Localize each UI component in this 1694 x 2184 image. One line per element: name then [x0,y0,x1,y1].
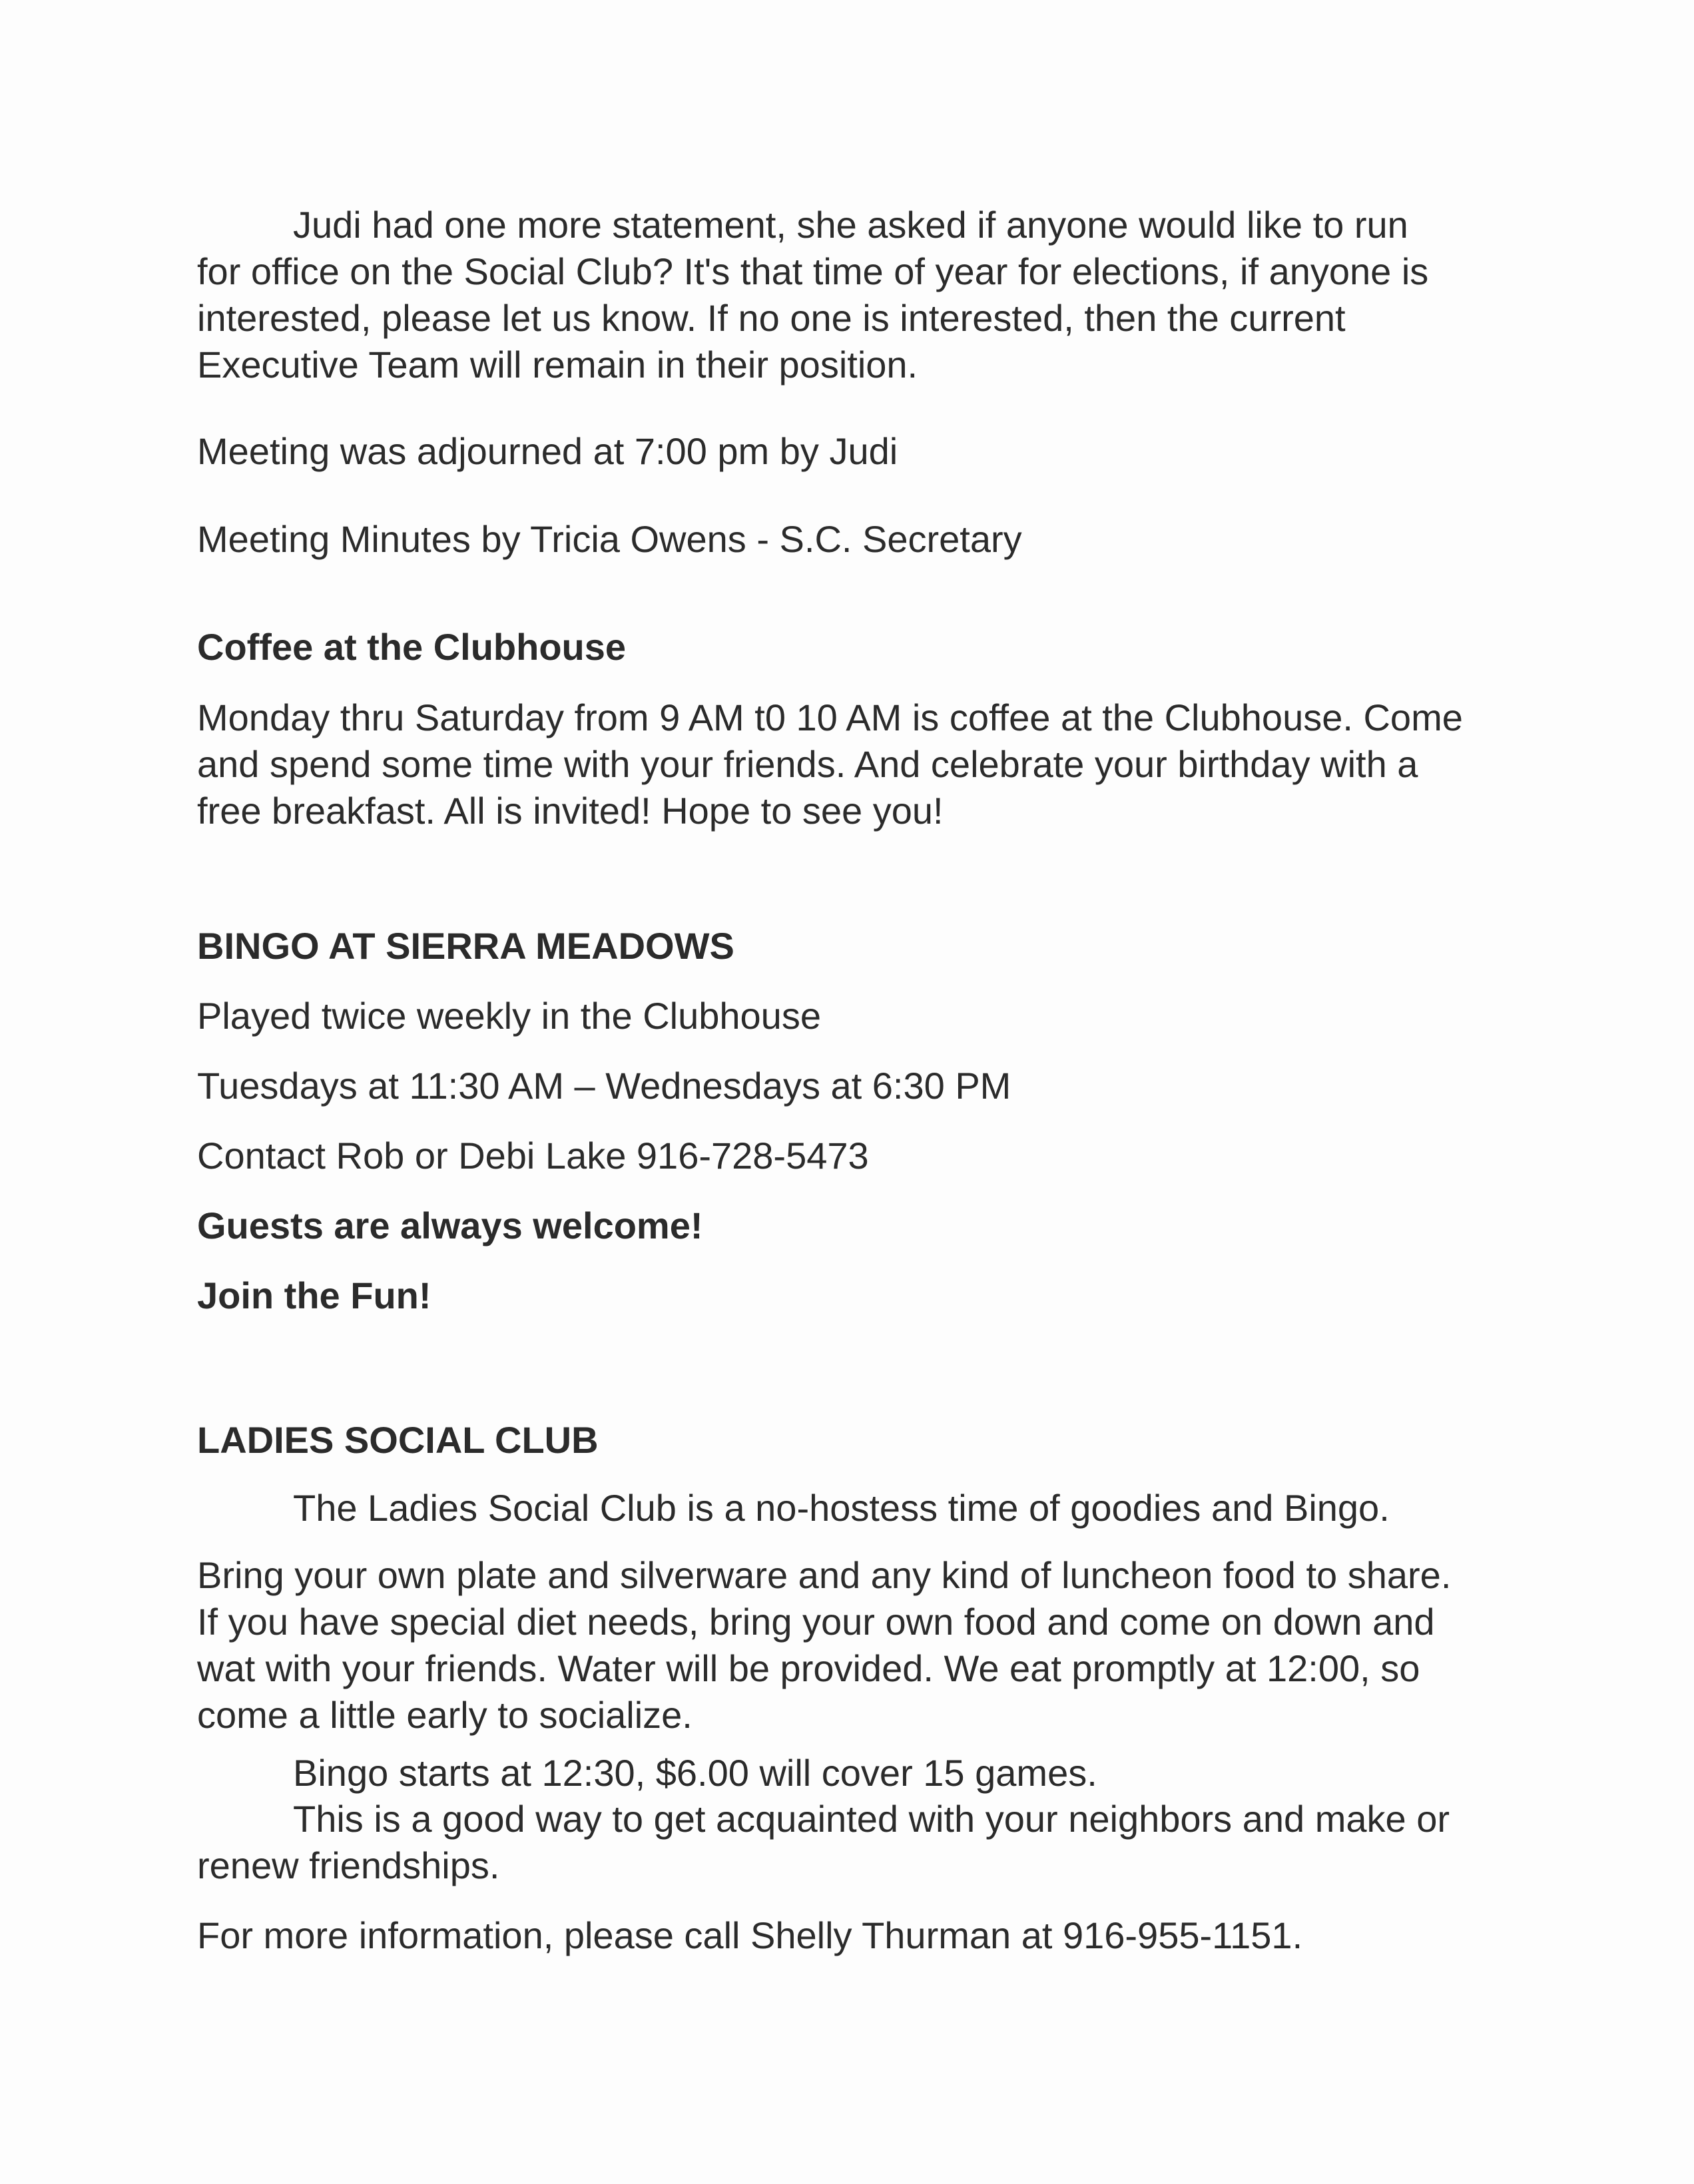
paragraph-line: renew friendships. [197,1844,500,1886]
bingo-schedule: Tuesdays at 11:30 AM – Wednesdays at 6:30 PM [197,1065,1011,1107]
bingo-played: Played twice weekly in the Clubhouse [197,995,821,1037]
paragraph-line: interested, please let us know. If no one is interested, then the current [197,297,1346,339]
paragraph-line: and spend some time with your friends. And celebrate your birthday with a [197,743,1418,785]
paragraph-line: Judi had one more statement, she asked if anyone would like to run [293,204,1408,246]
ladies-intro: The Ladies Social Club is a no-hostess time of goodies and Bingo. [293,1487,1390,1529]
coffee-heading: Coffee at the Clubhouse [197,626,627,668]
paragraph-line: Bring your own plate and silverware and any kind of luncheon food to share. [197,1554,1452,1596]
paragraph-line: come a little early to socialize. [197,1694,693,1736]
ladies-good-way-paragraph [197,1796,1522,1889]
paragraph-line: If you have special diet needs, bring your own food and come on down and [197,1601,1435,1643]
bingo-join: Join the Fun! [197,1274,431,1316]
elections-paragraph [197,202,1522,388]
bingo-heading: BINGO AT SIERRA MEADOWS [197,925,734,967]
paragraph-line: Monday thru Saturday from 9 AM t0 10 AM is coffee at the Clubhouse. Come [197,696,1463,738]
ladies-bingo-start: Bingo starts at 12:30, $6.00 will cover 15 games. [293,1752,1097,1794]
minutes-by-text: Meeting Minutes by Tricia Owens - S.C. Secretary [197,518,1022,560]
paragraph-line: Executive Team will remain in their position. [197,344,918,386]
paragraph-line: free breakfast. All is invited! Hope to see you! [197,790,944,832]
adjourned-text: Meeting was adjourned at 7:00 pm by Judi [197,430,898,472]
ladies-bring-paragraph [197,1552,1522,1739]
bingo-guests: Guests are always welcome! [197,1205,703,1246]
ladies-heading: LADIES SOCIAL CLUB [197,1419,599,1461]
bingo-contact: Contact Rob or Debi Lake 916-728-5473 [197,1135,869,1177]
paragraph-line: wat with your friends. Water will be provided. We eat promptly at 12:00, so [197,1647,1420,1689]
ladies-more-info: For more information, please call Shelly Thurman at 916-955-1151. [197,1914,1303,1956]
coffee-paragraph [197,694,1522,834]
paragraph-line: for office on the Social Club? It's that time of year for elections, if anyone is [197,250,1429,292]
paragraph-line: This is a good way to get acquainted with your neighbors and make or [293,1798,1450,1840]
